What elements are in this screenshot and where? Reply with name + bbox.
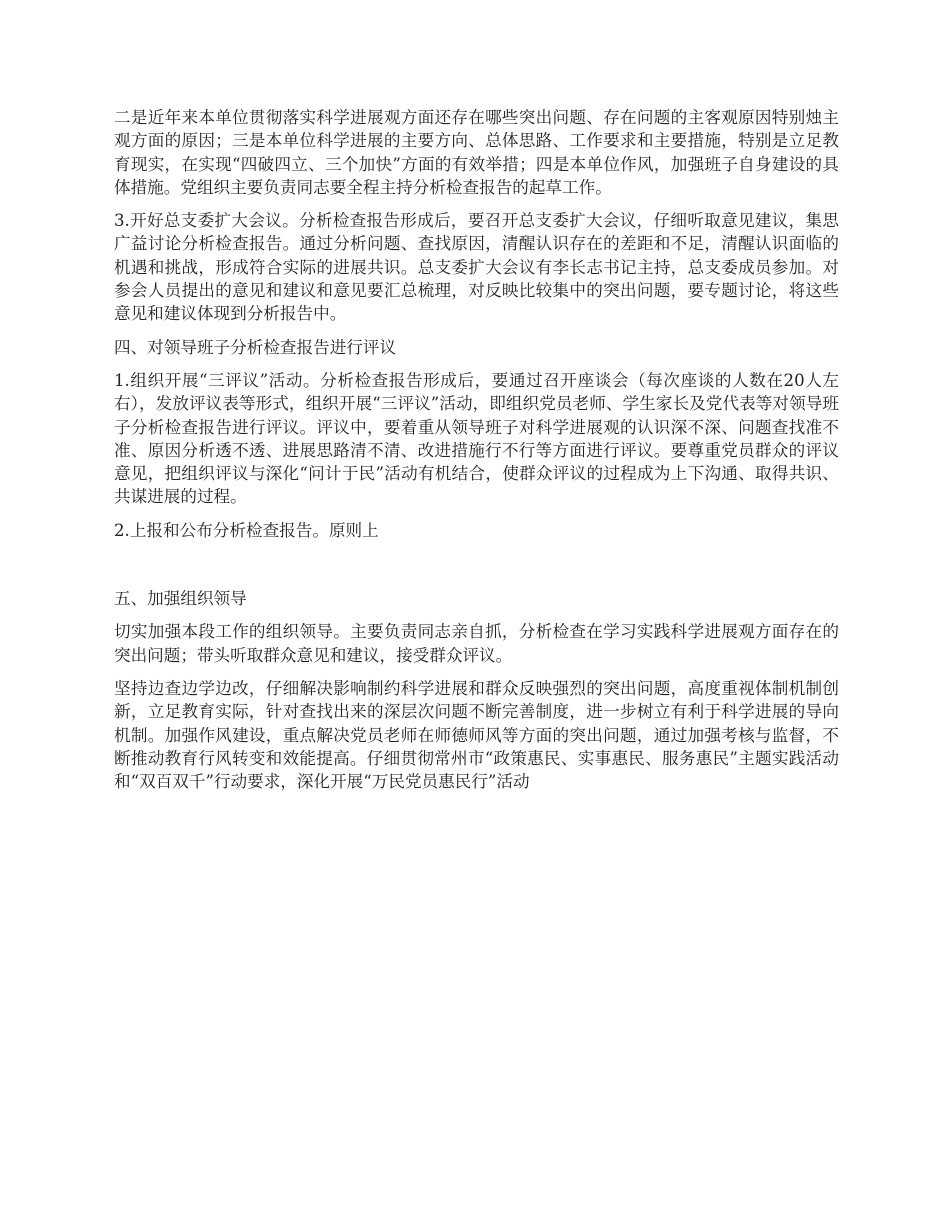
section-heading-four: 四、对领导班子分析检查报告进行评议 xyxy=(114,337,397,357)
paragraph-rectification: 坚持边查边学边改，仔细解决影响制约科学进展和群众反映强烈的突出问题，高度重视体制机制创新，立足教育实际，针对查找出来的深层次问题不断完善制度，进一步树立有利于科学进展的导向机制。加强作风建设，重点解决党员老师在师德师风等方面的突出问题，通过加强考核与监督，不断推动教育行风转变和效能提高。仔细贯彻常州市“政策惠民、实事惠民、服务惠民”主题实践活动和“双百双千”行动要求，深化开展“万民党员惠民行”活动 xyxy=(114,678,839,792)
paragraph-analysis-content: 二是近年来本单位贯彻落实科学进展观方面还存在哪些突出问题、存在问题的主客观原因特别烛主观方面的原因；三是本单位科学进展的主要方向、总体思路、工作要求和主要措施，特别是立足教育现实，在实现“四破四立、三个加快”方面的有效举措；四是本单位作风，加强班子自身建设的具体措施。党组织主要负责同志要全程主持分析检查报告的起草工作。 xyxy=(114,108,839,197)
blank-spacer xyxy=(114,552,839,587)
paragraph-committee-meeting: 3.开好总支委扩大会议。分析检查报告形成后，要召开总支委扩大会议，仔细听取意见建议，集思广益讨论分析检查报告。通过分析问题、查找原因，清醒认识存在的差距和不足，清醒认识面临的机遇和挑战，形成符合实际的进展共识。总支委扩大会议有李长志书记主持，总支委成员参加。对参会人员提出的意见和建议和意见要汇总梳理，对反映比较集中的突出问题，要专题讨论，将这些意见和建议体现到分析报告中。 xyxy=(114,211,839,324)
paragraph-report-submission: 2.上报和公布分析检查报告。原则上 xyxy=(114,520,379,540)
paragraph-leadership: 切实加强本段工作的组织领导。主要负责同志亲自抓，分析检查在学习实践科学进展观方面存在的突出问题；带头听取群众意见和建议，接受群众评议。 xyxy=(114,622,839,665)
paragraph-three-reviews: 1.组织开展“三评议”活动。分析检查报告形成后，要通过召开座谈会（每次座谈的人数在20人左右），发放评议表等形式，组织开展“三评议”活动，即组织党员老师、学生家长及党代表等对领导班子分析检查报告进行评议。评议中，要着重从领导班子对科学进展观的认识深不深、问题查找准不准、原因分析透不透、进展思路清不清、改进措施行不行等方面进行评议。要尊重党员群众的评议意见，把组织评议与深化“问计于民”活动有机结合，使群众评议的过程成为上下沟通、取得共识、共谋进展的过程。 xyxy=(114,370,839,507)
document-page xyxy=(114,106,839,803)
section-heading-five: 五、加强组织领导 xyxy=(114,589,247,609)
